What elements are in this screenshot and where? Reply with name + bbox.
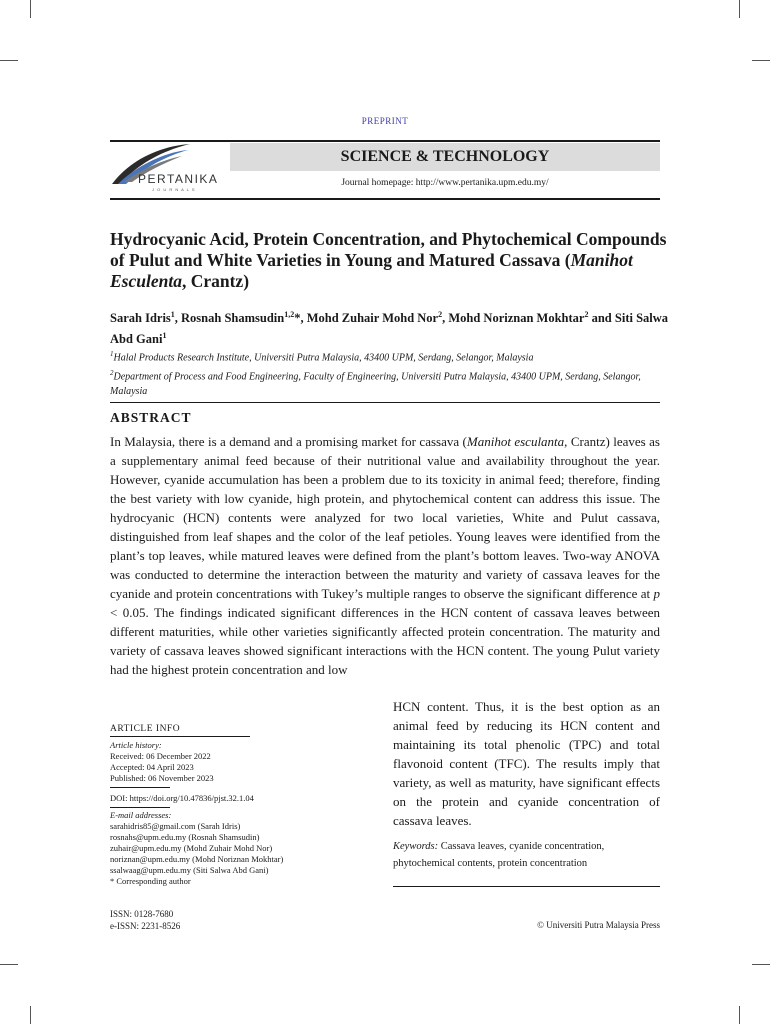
abstract-species: Manihot esculanta <box>466 434 565 449</box>
crop-mark-top-right <box>739 0 740 18</box>
history-label: Article history: <box>110 740 162 750</box>
corresponding-author-note: * Corresponding author <box>110 876 191 886</box>
header-bottom-rule <box>110 198 660 200</box>
title-text-end: , Crantz) <box>181 271 250 291</box>
published-date: Published: 06 November 2023 <box>110 773 214 783</box>
author-affil-sup: 1 <box>170 310 175 319</box>
author-name: *, Mohd Zuhair Mohd Nor <box>294 311 439 326</box>
affil-sup: 1 <box>110 350 114 358</box>
email-link[interactable]: zuhair@upm.edu.my (Mohd Zuhair Mohd Nor) <box>110 843 273 853</box>
author-name: , Rosnah Shamsudin <box>174 311 285 326</box>
abstract-heading: ABSTRACT <box>110 410 192 425</box>
keywords <box>393 838 660 872</box>
affiliation-2 <box>110 366 670 399</box>
crop-mark-bottom-right <box>739 1006 740 1024</box>
logo-wordmark: PERTANIKA <box>138 172 219 186</box>
author-affil-sup: 2 <box>584 310 589 319</box>
author-name: , Mohd Noriznan Mokhtar <box>442 311 585 326</box>
abstract-text: In Malaysia, there is a demand and a promising market for cassava ( <box>110 434 467 449</box>
email-label: E-mail addresses: <box>110 810 172 820</box>
journal-homepage: Journal homepage: http://www.pertanika.upm.edu.my/ <box>341 178 549 188</box>
paper-title <box>110 229 670 292</box>
copyright-press: © Universiti Putra Malaysia Press <box>537 920 660 930</box>
email-link[interactable]: noriznan@upm.edu.my (Mohd Noriznan Mokhtar) <box>110 854 284 864</box>
abstract-body <box>110 432 660 679</box>
author-name: Sarah Idris <box>110 311 171 326</box>
author-affil-sup: 1,2 <box>284 310 295 319</box>
author-name: and Siti Salwa Abd Gani <box>110 311 669 347</box>
affil-sup: 2 <box>110 368 114 377</box>
affiliations <box>110 347 670 399</box>
abstract-continued: HCN content. Thus, it is the best option as an animal feed by reducing its HCN content and maintaining its total phenolic (TPC) and total flavonoid content (TFC). The results imply that variety, as well as maturity, have significant effects on the protein and cyanide concentration of cassava leaves. <box>393 699 660 828</box>
abstract-text: , Crantz) leaves as a supplementary animal feed because of their nutritional value and availability throughout the year. However, cyanide accumulation has been a problem due to its toxicity in animal feed; therefore, finding the best variety with low cyanide, high protein, and phytochemical content can address this issue. The hydrocyanic (HCN) contents were analyzed for two local varieties, White and Pulut cassava, distinguished from leaf shapes and the color of the leaf petioles. Young leaves were identified from the plant’s top leaves, while matured leaves were defined from the plant’s bottom leaves. Two-way ANOVA was conducted to determine the interaction between the maturity and variety of cassava leaves for the cyanide and protein concentrations with Tukey’s multiple ranges to observe the significant difference at <box>110 434 660 601</box>
eissn: e-ISSN: 2231-8526 <box>110 920 181 931</box>
logo-subtext: J O U R N A L S <box>152 187 196 192</box>
article-history <box>110 740 380 784</box>
author-affil-sup: 1 <box>162 331 167 341</box>
article-info-rule <box>110 736 250 737</box>
email-link[interactable]: ssalwaag@upm.edu.my (Siti Salwa Abd Gani) <box>110 865 269 875</box>
accepted-date: Accepted: 04 April 2023 <box>110 762 194 772</box>
affil-text: Halal Products Research Institute, Universiti Putra Malaysia, 43400 UPM, Serdang, Selangor, Malaysia <box>113 352 534 364</box>
issn: ISSN: 0128-7680 <box>110 909 174 919</box>
preprint-label: PREPRINT <box>361 116 409 126</box>
title-text: Hydrocyanic Acid, Protein Concentration, and Phytochemical Compounds of Pulut and White Varieties in Young and Matured Cassava ( <box>110 229 667 270</box>
keywords-text: Cassava leaves, cyanide concentration, phytochemical contents, protein concentration <box>393 841 605 869</box>
author-affil-sup: 2 <box>438 310 443 319</box>
email-block <box>110 810 380 887</box>
article-info-rule-3 <box>110 807 170 808</box>
affiliation-1 <box>110 347 670 366</box>
pertanika-logo <box>110 140 228 196</box>
crop-mark-bottom-right-h <box>752 964 770 965</box>
affil-text: Department of Process and Food Engineering, Faculty of Engineering, Universiti Putra Malaysia, 43400 UPM, Serdang, Selangor, Malaysia <box>110 371 641 397</box>
keywords-label: Keywords: <box>393 841 439 852</box>
abstract-text: < 0.05. The findings indicated significant differences in the HCN content of cassava leaves between different maturities, while other varieties significantly affected protein concentration. The maturity and variety of cassava leaves showed significant interactions with the HCN content. The young Pulut variety had the highest protein concentration and low <box>110 605 660 677</box>
crop-mark-top-right-h <box>752 60 770 61</box>
article-info-heading: ARTICLE INFO <box>110 724 181 734</box>
article-info-rule-2 <box>110 787 170 788</box>
title-species: Manihot Esculenta <box>110 250 633 291</box>
abstract-p-symbol: p <box>653 586 660 601</box>
keywords-bottom-rule <box>393 886 660 887</box>
journal-banner: SCIENCE & TECHNOLOGY <box>230 143 660 171</box>
author-list <box>110 306 670 348</box>
email-link[interactable]: rosnahs@upm.edu.my (Rosnah Shamsudin) <box>110 832 260 842</box>
crop-mark-bottom-left-h <box>0 964 18 965</box>
received-date: Received: 06 December 2022 <box>110 751 211 761</box>
doi-link[interactable]: DOI: https://doi.org/10.47836/pjst.32.1.04 <box>110 793 254 803</box>
issn-block <box>110 909 180 932</box>
crop-mark-bottom-left <box>30 1006 31 1024</box>
crop-mark-top-left-h <box>0 60 18 61</box>
abstract-top-rule <box>110 402 660 403</box>
email-link[interactable]: sarahidris85@gmail.com (Sarah Idris) <box>110 821 241 831</box>
crop-mark-top-left <box>30 0 31 18</box>
